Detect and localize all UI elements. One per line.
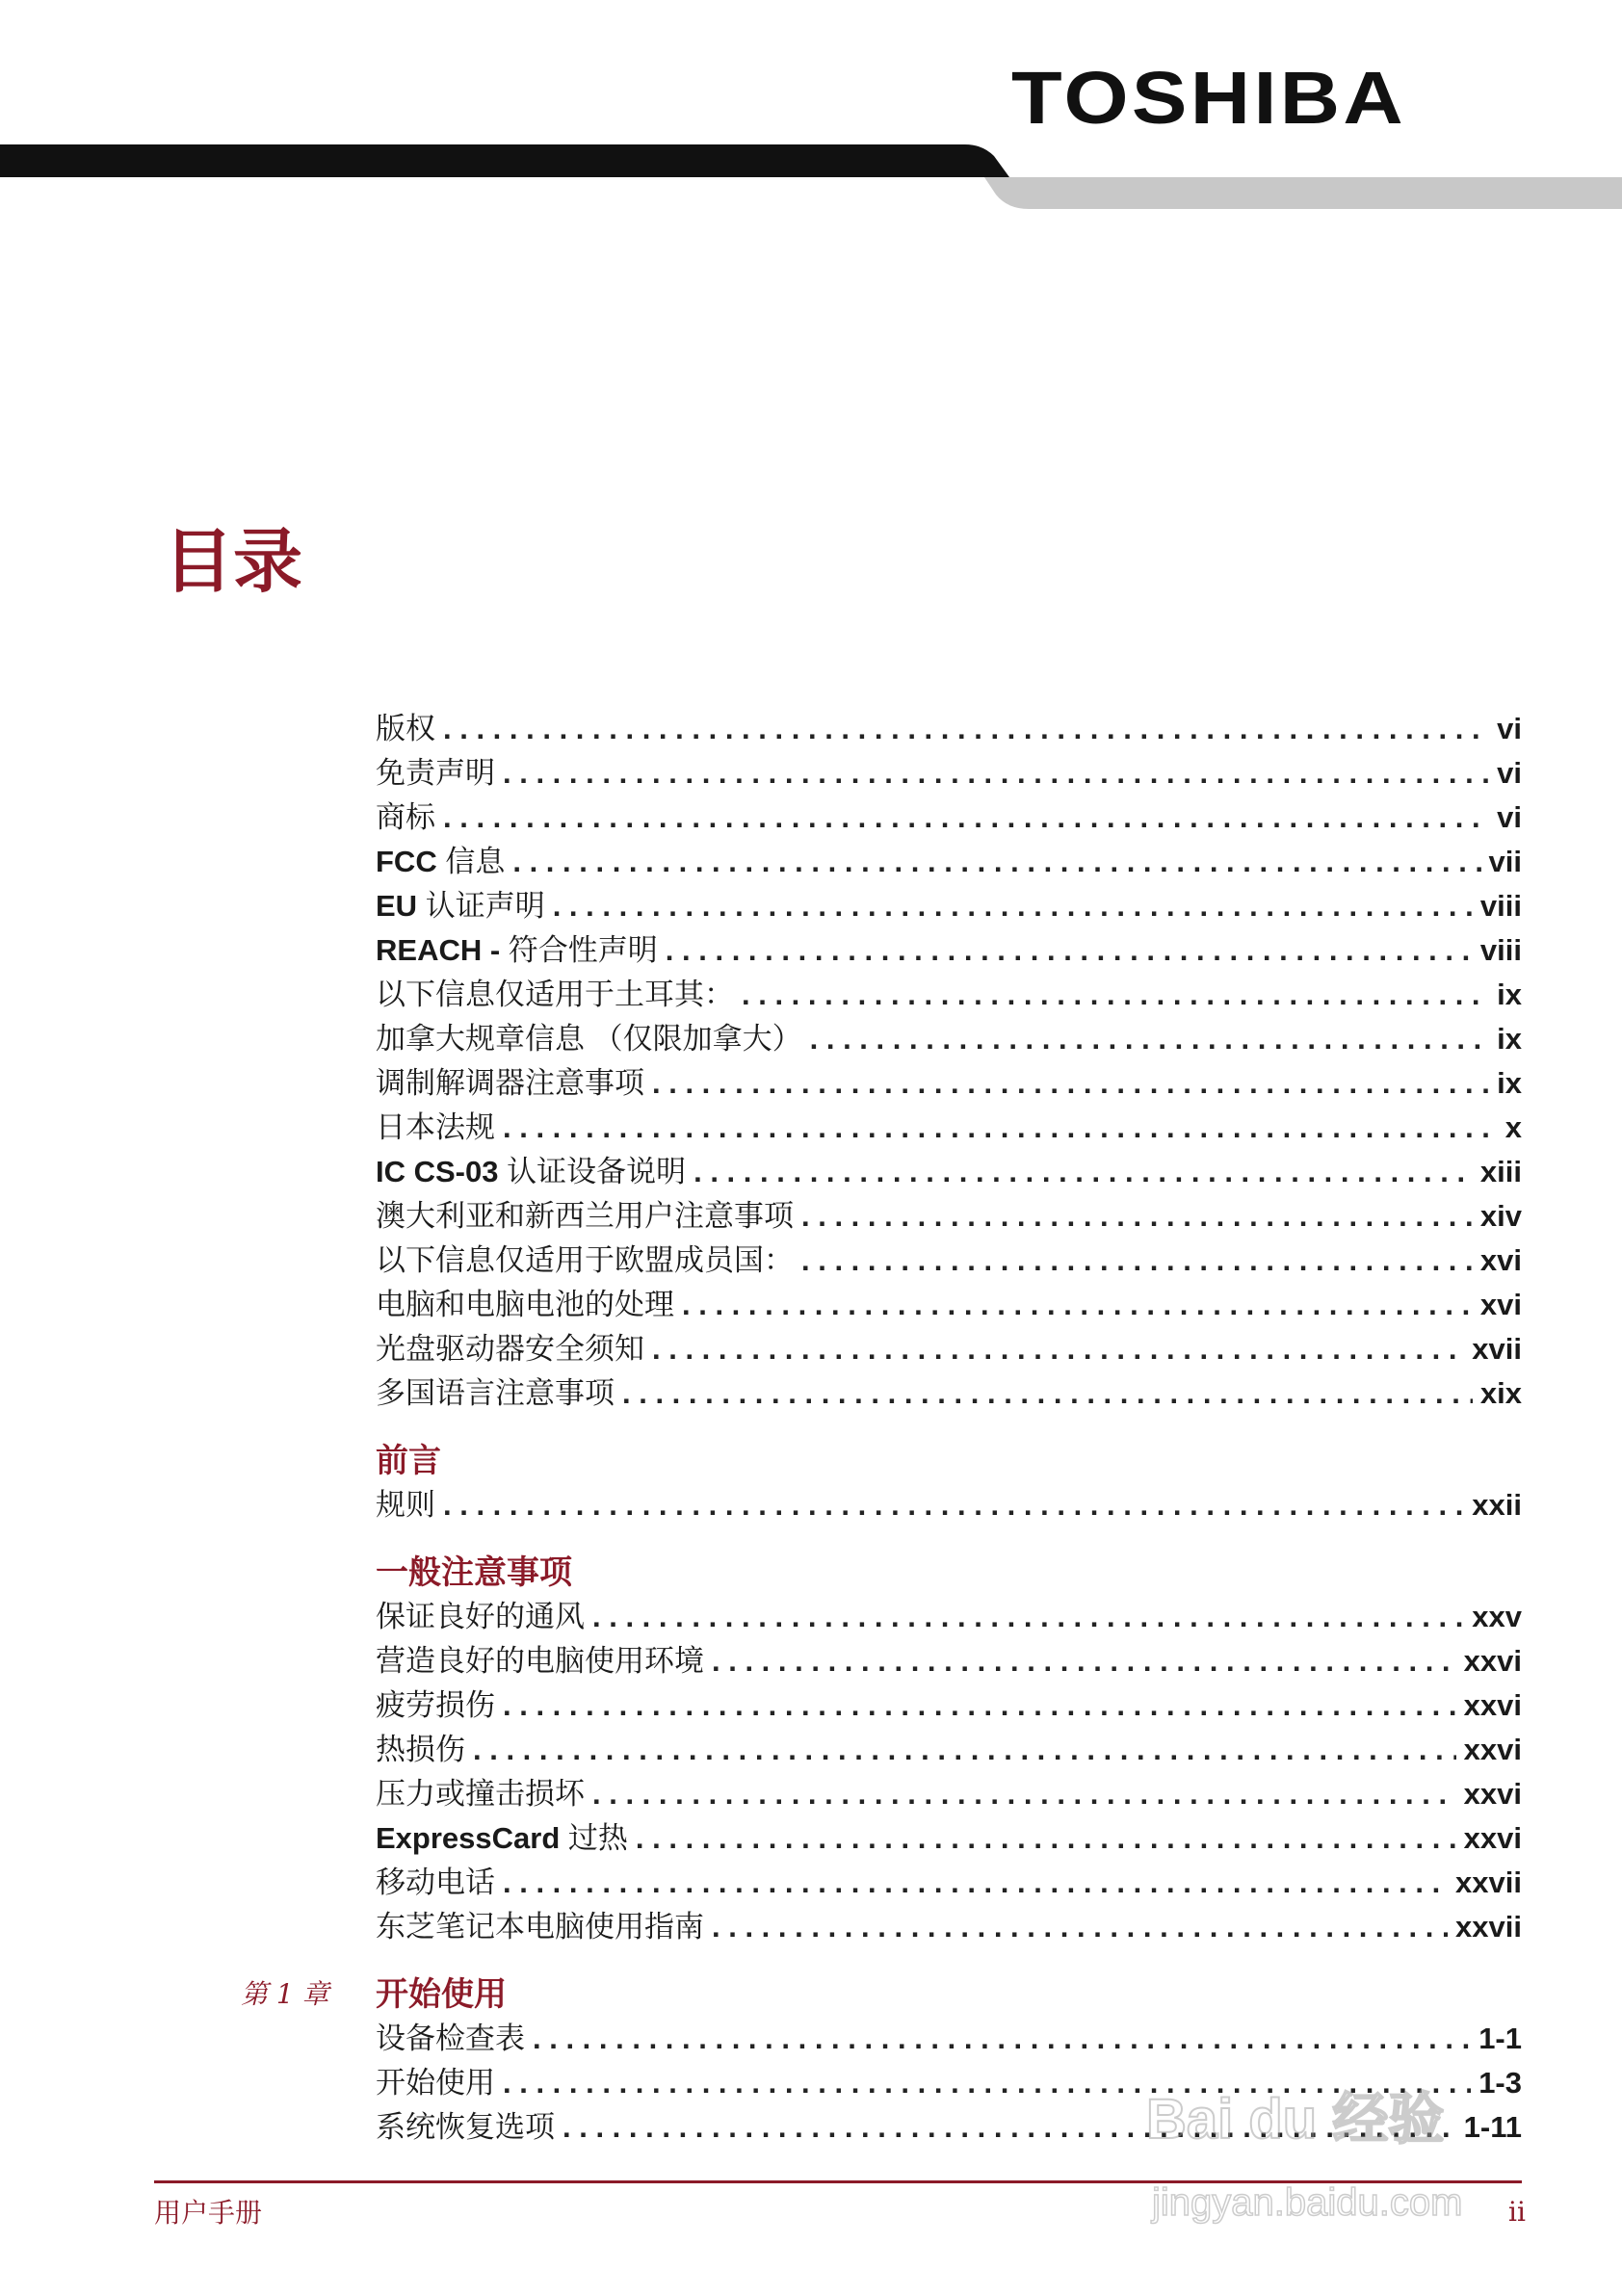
toc-entry-title [376, 1371, 615, 1416]
toc-entry[interactable] [376, 1816, 1522, 1861]
chapter-1-label: 第 1 章 [241, 1978, 329, 2010]
toc-entry-title [376, 2061, 495, 2105]
section-heading-chapter-1[interactable] [241, 1972, 1522, 2017]
toc-entry-title-latin: EU [376, 889, 418, 923]
toc-entry-title [376, 1061, 644, 1106]
toc-entry-page: xxvii [1455, 1866, 1522, 1899]
toc-entry[interactable] [376, 928, 1522, 973]
baidu-watermark [1137, 2032, 1522, 2244]
toc-entry-title-text: 免责声明 [376, 756, 495, 790]
toc-entry-title [376, 1728, 465, 1772]
toc-entry-title-text: 热损伤 [376, 1733, 465, 1766]
table-of-contents [241, 707, 1522, 2150]
toc-entry-title-latin: ExpressCard [376, 1821, 561, 1855]
toc-entry-title [376, 1239, 794, 1283]
toc-entry-title-text: 版权 [376, 712, 435, 745]
toc-entry-title-text: 开始使用 [376, 2066, 495, 2100]
toc-entry[interactable] [376, 1239, 1522, 1283]
toc-entry-title-text: 电脑和电脑电池的处理 [376, 1288, 674, 1321]
dot-leader [503, 1106, 1498, 1150]
watermark-line-2: jingyan.baidu.com [1152, 2181, 1463, 2224]
footer-page-number: ii [1508, 2196, 1526, 2228]
toc-entry-title-text: 移动电话 [376, 1866, 495, 1899]
toc-entry-page: ix [1497, 1022, 1522, 1056]
toc-entry-title-text: 商标 [376, 800, 435, 834]
toc-entry-title-text: 日本法规 [376, 1110, 495, 1144]
toc-entry-title-text: 澳大利亚和新西兰用户注意事项 [376, 1199, 794, 1233]
toc-entry-title-text: 多国语言注意事项 [376, 1376, 615, 1410]
dot-leader [712, 1905, 1448, 1949]
footer-manual-title: 用户手册 [154, 2197, 263, 2229]
toc-entry[interactable] [376, 1772, 1522, 1816]
toc-entry-title [376, 1639, 704, 1683]
toc-entry[interactable] [376, 840, 1522, 884]
toc-entry[interactable] [376, 1861, 1522, 1905]
toc-entry-page: vi [1497, 800, 1522, 834]
dot-leader [512, 840, 1480, 884]
toc-entry[interactable] [376, 884, 1522, 928]
toc-entry-title [376, 1017, 802, 1061]
toc-entry[interactable] [376, 1483, 1522, 1527]
toc-entry-page: xxv [1472, 1600, 1522, 1633]
toc-entry-page: 1-1 [1478, 2022, 1522, 2055]
dot-leader [443, 707, 1489, 751]
toc-entry-title-text: 调制解调器注意事项 [376, 1066, 644, 1100]
toc-entry-page: viii [1479, 933, 1522, 967]
toc-entry-page: xxvi [1463, 1821, 1522, 1855]
toc-entry-page: xxii [1472, 1488, 1522, 1522]
toc-entry[interactable] [376, 1106, 1522, 1150]
toc-entry[interactable] [376, 751, 1522, 796]
header-band [0, 144, 1622, 212]
dot-leader [636, 1816, 1456, 1861]
toc-entry-title-text: 以下信息仅适用于欧盟成员国： [376, 1243, 794, 1277]
toc-entry-title [376, 707, 435, 751]
toc-entry-title [376, 1772, 585, 1816]
toc-entry-title [376, 1283, 674, 1327]
toc-entry-title [376, 884, 545, 928]
toc-entry-title [376, 1106, 495, 1150]
toc-entry[interactable] [376, 1728, 1522, 1772]
toc-entry-title [376, 1327, 644, 1371]
toc-entry-title-text: 光盘驱动器安全须知 [376, 1332, 644, 1366]
toc-entry-title-text: 系统恢复选项 [376, 2110, 555, 2144]
toshiba-logo: TOSHIBA [1011, 57, 1407, 140]
toc-entry-page: viii [1479, 889, 1522, 923]
toc-entry-page: ix [1497, 1066, 1522, 1100]
toc-entry-title-text: 加拿大规章信息 （仅限加拿大） [376, 1022, 802, 1056]
section-heading-precautions[interactable]: 一般注意事项 [376, 1553, 572, 1592]
toc-entry-title-text: 压力或撞击损坏 [376, 1777, 585, 1811]
chapter-1-title: 开始使用 [376, 1975, 507, 2014]
toc-entry-page: vi [1497, 712, 1522, 745]
dot-leader [801, 1239, 1473, 1283]
toc-entry[interactable] [376, 973, 1522, 1017]
toc-entry-title [376, 1683, 495, 1728]
toc-entry-page: xix [1479, 1376, 1522, 1410]
toc-entry-title-text: 认证声明 [417, 889, 545, 923]
toc-entry-title [376, 840, 505, 884]
toc-entry-title-text: 疲劳损伤 [376, 1688, 495, 1722]
toc-entry[interactable] [376, 1683, 1522, 1728]
dot-leader [503, 1861, 1448, 1905]
toc-entry-title [376, 1595, 585, 1639]
toc-entry-title-text: 东芝笔记本电脑使用指南 [376, 1910, 704, 1944]
toc-entry-title-text: 设备检查表 [376, 2022, 525, 2055]
toc-entry-title [376, 1905, 704, 1949]
dot-leader [666, 928, 1473, 973]
dot-leader [682, 1283, 1473, 1327]
toc-entry-page: x [1504, 1110, 1522, 1144]
toc-entry[interactable] [376, 1061, 1522, 1106]
toc-entry[interactable] [376, 1017, 1522, 1061]
toc-entry-title-latin: FCC [376, 845, 437, 878]
toc-entry-page: xvii [1472, 1332, 1522, 1366]
toc-entry[interactable] [376, 1150, 1522, 1194]
toc-entry[interactable] [376, 1283, 1522, 1327]
dot-leader [443, 796, 1489, 840]
toc-entry-title [376, 796, 435, 840]
toc-entry[interactable] [376, 1595, 1522, 1639]
toc-entry-title-text: 过热 [560, 1821, 628, 1855]
toc-entry-page: xxvi [1463, 1733, 1522, 1766]
toc-entry-title-text: 认证设备说明 [498, 1155, 687, 1188]
toc-entry-page: xxvi [1463, 1688, 1522, 1722]
dot-leader [652, 1327, 1464, 1371]
toc-entry-page: 1-3 [1478, 2066, 1522, 2100]
watermark-line-1: Bai du 经验 [1146, 2088, 1445, 2151]
dot-leader [652, 1061, 1489, 1106]
toc-entry[interactable] [376, 1327, 1522, 1371]
toc-entry-page: ix [1497, 978, 1522, 1011]
toc-entry-title [376, 2017, 525, 2061]
toc-entry-title-text: 以下信息仅适用于土耳其： [376, 978, 734, 1011]
page-title: 目录 [164, 521, 303, 602]
toc-entry-page: 1-11 [1463, 2110, 1522, 2144]
toc-entry-page: xiv [1479, 1199, 1522, 1233]
dot-leader [592, 1595, 1464, 1639]
section-heading-preface[interactable]: 前言 [376, 1442, 441, 1480]
toc-entry-title [376, 1483, 435, 1527]
dot-leader [622, 1371, 1473, 1416]
toc-entry-title [376, 751, 495, 796]
dot-leader [712, 1639, 1456, 1683]
toc-entry-title-text: 符合性声明 [500, 933, 658, 967]
toc-entry-title-text: 保证良好的通风 [376, 1600, 585, 1633]
toc-entry-page: xxvii [1455, 1910, 1522, 1944]
toc-entry-title-latin: IC CS-03 [376, 1155, 499, 1188]
dot-leader [503, 1683, 1456, 1728]
dot-leader [693, 1150, 1473, 1194]
toc-entry-title [376, 1861, 495, 1905]
toc-entry[interactable] [376, 707, 1522, 751]
toc-entry[interactable] [376, 1905, 1522, 1949]
toc-entry[interactable] [376, 1639, 1522, 1683]
toc-entry-title-text: 营造良好的电脑使用环境 [376, 1644, 704, 1678]
dot-leader [553, 884, 1473, 928]
toc-entry-page: xvi [1479, 1288, 1522, 1321]
toc-entry-page: xiii [1479, 1155, 1522, 1188]
dot-leader [592, 1772, 1456, 1816]
toc-entry-page: xxvi [1463, 1644, 1522, 1678]
toc-entry-title [376, 928, 658, 973]
toc-entry-title [376, 2105, 555, 2150]
dot-leader [443, 1483, 1464, 1527]
toc-entry[interactable] [376, 1194, 1522, 1239]
dot-leader [503, 751, 1489, 796]
toc-entry-page: vii [1488, 845, 1522, 878]
dot-leader [810, 1017, 1490, 1061]
toc-entry-title-text: 信息 [436, 845, 506, 878]
toc-entry-page: vi [1497, 756, 1522, 790]
dot-leader [801, 1194, 1473, 1239]
toc-entry-page: xxvi [1463, 1777, 1522, 1811]
toc-entry-title [376, 1194, 794, 1239]
toc-entry-title-text: 规则 [376, 1488, 435, 1522]
dot-leader [473, 1728, 1456, 1772]
dot-leader [742, 973, 1489, 1017]
toc-entry[interactable] [376, 1371, 1522, 1416]
toc-entry[interactable] [376, 796, 1522, 840]
toc-entry-page: xvi [1479, 1243, 1522, 1277]
toc-entry-title-latin: REACH - [376, 933, 501, 967]
toc-entry-title [376, 1816, 628, 1861]
toc-entry-title [376, 973, 734, 1017]
toc-entry-title [376, 1150, 686, 1194]
